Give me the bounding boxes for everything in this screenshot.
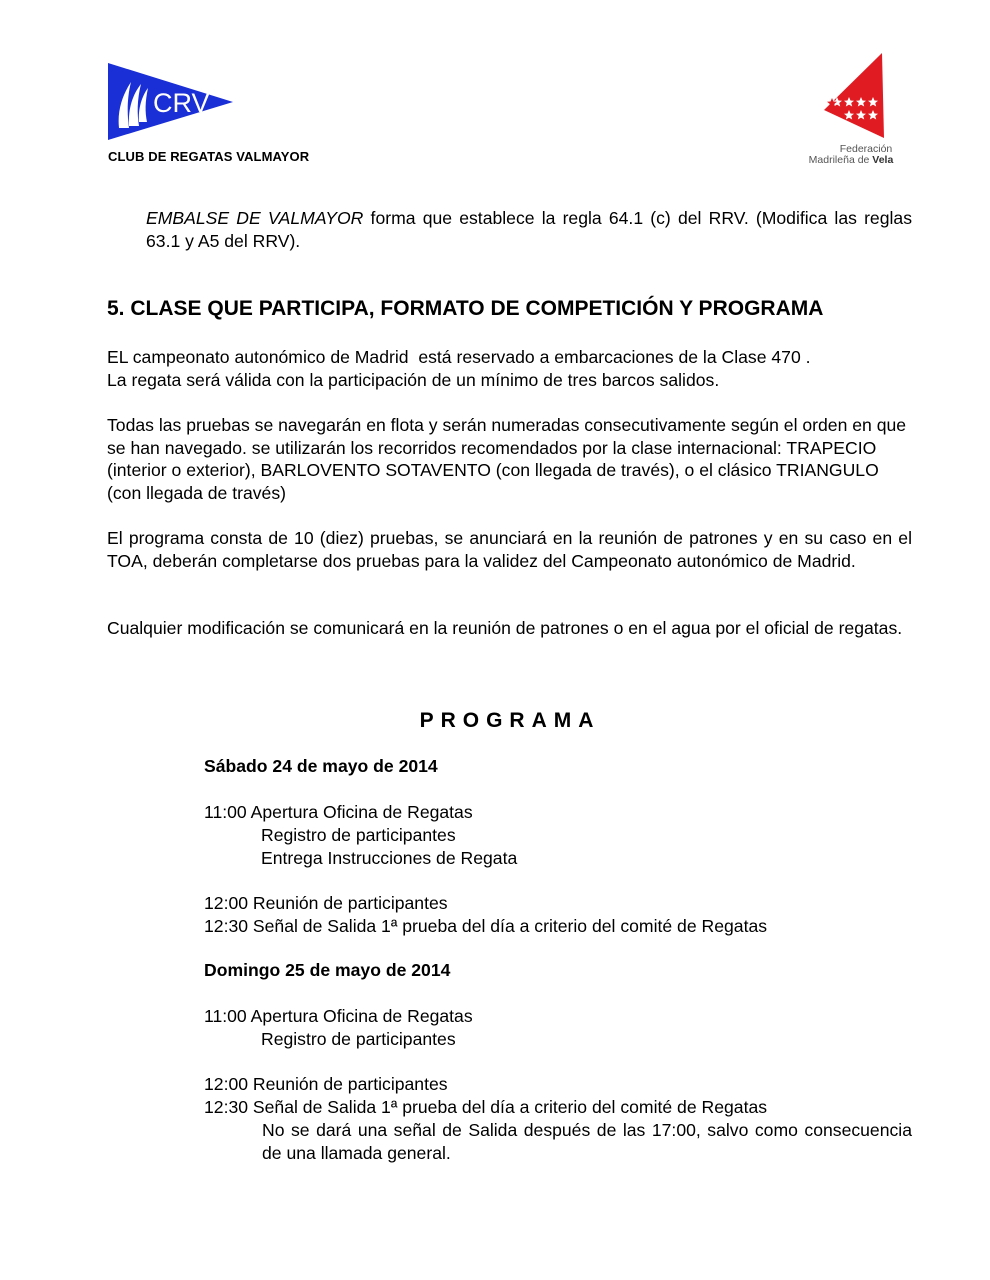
day2-start-note: No se dará una señal de Salida después de las 17:00, salvo como consecuencia de una llamada general. (262, 1120, 912, 1163)
day1-item-opening: 11:00 Apertura Oficina de Regatas (204, 802, 473, 822)
day1-item-meeting: 12:00 Reunión de participantes (204, 893, 448, 913)
day1-subitem-registration: Registro de participantes (261, 825, 456, 845)
fmv-sail-shape (824, 53, 884, 138)
day2-item-meeting: 12:00 Reunión de participantes (204, 1074, 448, 1094)
paragraph-class-line2: La regata será válida con la participación de un mínimo de tres barcos salidos. (107, 369, 720, 390)
continuation-paragraph (146, 207, 912, 252)
section-title: 5. CLASE QUE PARTICIPA, FORMATO DE COMPETICIÓN Y PROGRAMA (107, 297, 824, 320)
paragraph-class (107, 346, 912, 391)
paragraph-program: El programa consta de 10 (diez) pruebas, se anunciará en la reunión de patrones y en su caso en el TOA, deberán completarse dos pruebas para la validez del Campeonato autonómico de Madrid. (107, 528, 912, 571)
day1-item-start-signal: 12:30 Señal de Salida 1ª prueba del día a criterio del comité de Regatas (204, 916, 768, 936)
day1-title: Sábado 24 de mayo de 2014 (204, 756, 438, 776)
day1-subitem-instructions: Entrega Instrucciones de Regata (261, 848, 518, 868)
day2-subitem-registration: Registro de participantes (261, 1029, 456, 1049)
paragraph-format: Todas las pruebas se navegarán en flota y serán numeradas consecutivamente según el orden en que se han navegado. se utilizarán los recorridos recomendados por la clase internacional: TRAPECIO (interior o exterior), BARLOVENTO SOTAVENTO (con llegada de través), o el clásico TRIANGULO (con llegada de través) (107, 415, 907, 503)
federacion-madrilena-vela-logo (796, 52, 906, 167)
continuation-italic-lead: EMBALSE DE VALMAYOR (146, 208, 364, 228)
programa-title: PROGRAMA (419, 709, 601, 732)
fmv-logo-text-line2: Madrileña de Vela (808, 154, 894, 166)
paragraph-modifications: Cualquier modificación se comunicará en la reunión de patrones o en el agua por el oficial de regatas. (107, 618, 903, 638)
day2-title: Domingo 25 de mayo de 2014 (204, 960, 451, 980)
crv-logo-text: CRV (153, 88, 210, 118)
day2-item-start-signal: 12:30 Señal de Salida 1ª prueba del día a criterio del comité de Regatas (204, 1097, 768, 1117)
fmv-logo-text-line1: Federación (839, 143, 893, 155)
continuation-text: forma que establece la regla 64.1 (c) del RRV. (Modifica las reglas 63.1 y A5 del RRV). (146, 208, 912, 251)
paragraph-class-line1: EL campeonato autonómico de Madrid está reservado a embarcaciones de la Clase 470 . (107, 347, 811, 367)
club-name: CLUB DE REGATAS VALMAYOR (108, 149, 310, 164)
day2-item-opening: 11:00 Apertura Oficina de Regatas (204, 1006, 473, 1026)
crv-club-logo (107, 62, 235, 142)
